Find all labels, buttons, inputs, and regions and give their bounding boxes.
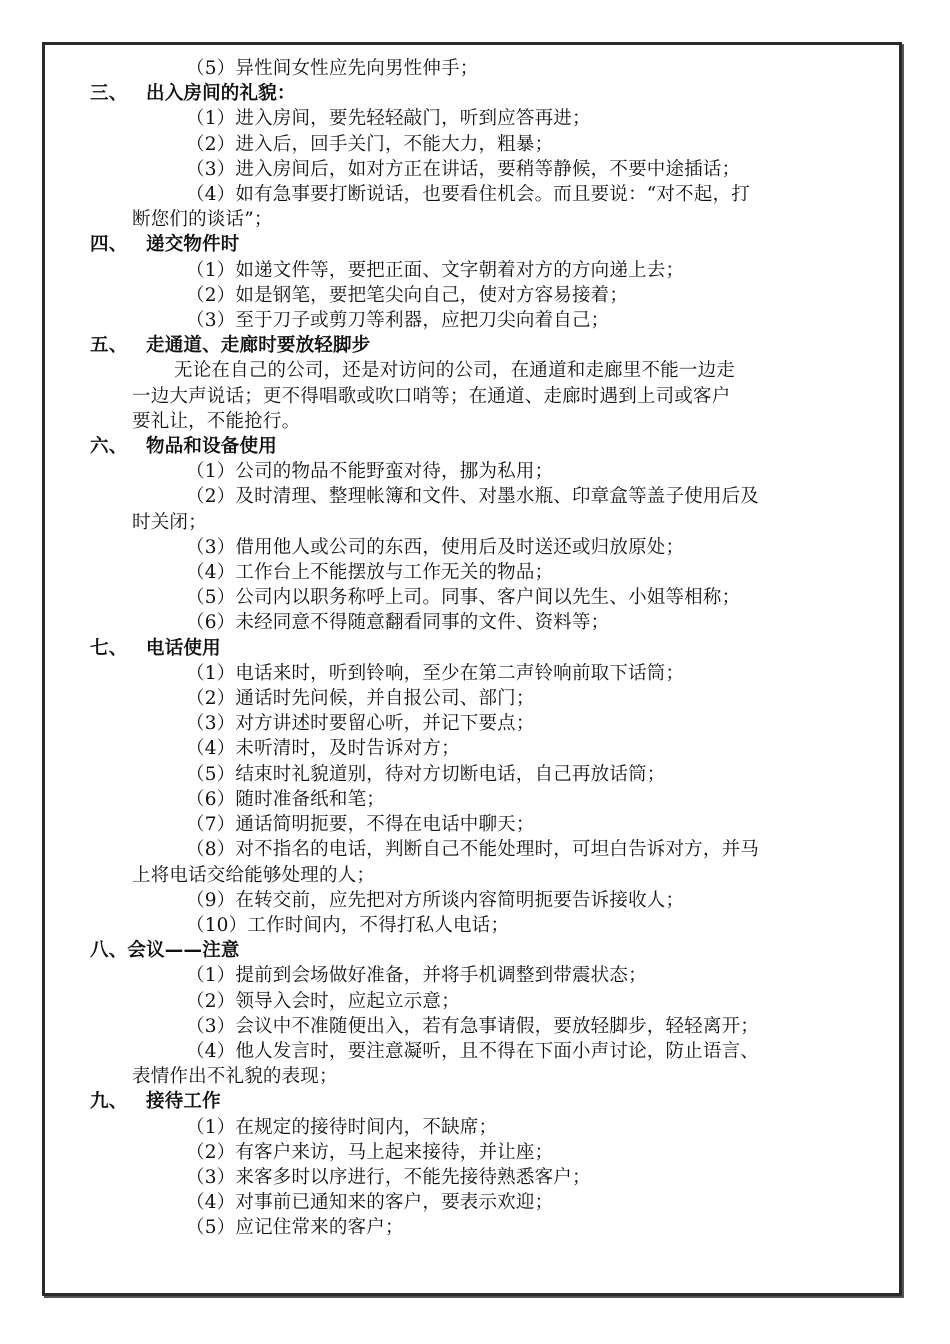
list-item: （5）结束时礼貌道别，待对方切断电话，自己再放话筒； (186, 763, 666, 785)
continuation-line: 要礼让，不能抢行。 (132, 410, 301, 432)
section-heading (90, 81, 868, 106)
section-number: 五、 (90, 335, 128, 357)
continuation-line: 一边大声说话；更不得唱歌或吹口哨等；在通道、走廊时遇到上司或客户 (132, 385, 731, 407)
list-item: （2）进入后，回手关门，不能大力，粗暴； (186, 133, 554, 155)
section-number: 七、 (90, 637, 128, 659)
continuation-line: 断您们的谈话”； (132, 209, 273, 231)
section-number: 九、 (90, 1091, 128, 1113)
list-item: （3）借用他人或公司的东西，使用后及时送还或归放原处； (186, 536, 685, 558)
section-heading (90, 636, 868, 661)
list-item: （1）提前到会场做好准备，并将手机调整到带震状态； (186, 965, 647, 987)
list-item: （2）如是钢笔，要把笔尖向自己，使对方容易接着； (186, 284, 629, 306)
section-title: 接待工作 (146, 1091, 221, 1113)
list-item: （1）电话来时，听到铃响，至少在第二声铃响前取下话筒； (186, 662, 685, 684)
list-item: （8）对不指名的电话，判断自己不能处理时，可坦白告诉对方，并马 (186, 839, 759, 861)
section-title: 走通道、走廊时要放轻脚步 (146, 335, 371, 357)
list-item: （2）及时清理、整理帐簿和文件、对墨水瓶、印章盒等盖子使用后及 (186, 486, 759, 508)
continuation-line: 时关闭； (132, 511, 207, 533)
list-item: （4）如有急事要打断说话，也要看住机会。而且要说：“对不起，打 (186, 184, 750, 206)
list-item: （3）对方讲述时要留心听，并记下要点； (186, 713, 535, 735)
section-heading (90, 1089, 868, 1114)
list-item: （5）公司内以职务称呼上司。同事、客户间以先生、小姐等相称； (186, 587, 741, 609)
list-item: （9）在转交前，应先把对方所谈内容简明扼要告诉接收人； (186, 889, 685, 911)
list-item: （3）会议中不准随便出入，若有急事请假，要放轻脚步，轻轻离开； (186, 1015, 759, 1037)
list-item: （5）异性间女性应先向男性伸手； (186, 58, 479, 79)
list-item: （1）公司的物品不能野蛮对待，挪为私用； (186, 461, 554, 483)
section-title: 递交物件时 (146, 234, 240, 256)
continuation-line: 上将电话交给能够处理的人； (132, 864, 376, 886)
list-item: （7）通话简明扼要，不得在电话中聊天； (186, 814, 535, 836)
document-body (90, 56, 868, 1241)
paragraph-line: 无论在自己的公司，还是对访问的公司，在通道和走廊里不能一边走 (174, 360, 736, 382)
list-item: （6）随时准备纸和笔； (186, 788, 385, 810)
list-item: （5）应记住常来的客户； (186, 1217, 404, 1239)
list-item: （6）未经同意不得随意翻看同事的文件、资料等； (186, 612, 610, 634)
continuation-line: 表情作出不礼貌的表现； (132, 1066, 338, 1088)
list-item: （3）至于刀子或剪刀等利器，应把刀尖向着自己； (186, 310, 610, 332)
section-heading (90, 333, 868, 358)
section-number: 六、 (90, 436, 128, 458)
section-number: 三、 (90, 83, 128, 105)
list-item: （2）领导入会时，应起立示意； (186, 990, 460, 1012)
list-item: （10）工作时间内，不得打私人电话； (186, 914, 510, 936)
list-item: （1）进入房间，要先轻轻敲门，听到应答再进； (186, 108, 591, 130)
section-heading (90, 232, 868, 257)
list-item: （2）通话时先问候，并自报公司、部门； (186, 688, 535, 710)
list-item: （1）如递文件等，要把正面、文字朝着对方的方向递上去； (186, 259, 685, 281)
list-item: （3）来客多时以序进行，不能先接待熟悉客户； (186, 1166, 591, 1188)
list-item: （4）工作台上不能摆放与工作无关的物品； (186, 562, 554, 584)
list-item: （4）他人发言时，要注意凝听，且不得在下面小声讨论，防止语言、 (186, 1040, 759, 1062)
section-number: 四、 (90, 234, 128, 256)
section-title: 物品和设备使用 (146, 436, 277, 458)
list-item: （4）未听清时，及时告诉对方； (186, 738, 460, 760)
section-title: 出入房间的礼貌： (146, 83, 296, 105)
section-title: 八、会议——注意 (90, 940, 240, 962)
section-heading (90, 938, 868, 963)
list-item: （3）进入房间后，如对方正在讲话，要稍等静候，不要中途插话； (186, 158, 741, 180)
list-item: （4）对事前已通知来的客户，要表示欢迎； (186, 1192, 554, 1214)
section-title: 电话使用 (146, 637, 221, 659)
section-heading (90, 434, 868, 459)
list-item: （1）在规定的接待时间内，不缺席； (186, 1116, 498, 1138)
list-item: （2）有客户来访，马上起来接待，并让座； (186, 1141, 554, 1163)
